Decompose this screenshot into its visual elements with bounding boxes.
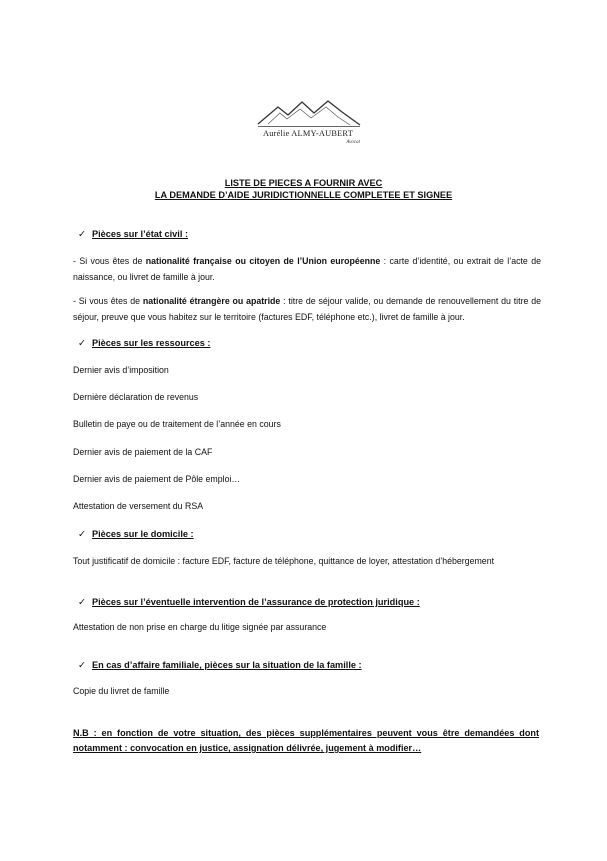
check-icon: ✓	[78, 529, 86, 540]
paragraph-prefix: - Si vous êtes de	[73, 296, 143, 306]
section-heading-assurance-label: Pièces sur l’éventuelle intervention de l’assurance de protection juridique :	[92, 597, 420, 607]
paragraph-bold: nationalité française ou citoyen de l’Union européenne	[145, 256, 381, 266]
paragraph-rest: : titre de séjour valide, ou demande de renouvellement du titre de séjour, preuve que vous habitez sur le territoire (factures EDF, téléphone etc.), livret de famille à jour.	[73, 296, 542, 322]
section-heading-famille	[78, 660, 362, 671]
section-heading-ressources-label: Pièces sur les ressources :	[92, 338, 211, 348]
page-title-line-1: LISTE DE PIECES A FOURNIR AVEC	[224, 178, 383, 188]
logo-name: Aurélie ALMY-AUBERT	[262, 129, 354, 138]
logo	[252, 98, 368, 150]
assurance-text: Attestation de non prise en charge du litige signée par assurance	[73, 622, 327, 632]
nb-note: N.B : en fonction de votre situation, des pièces supplémentaires peuvent vous être demandées dont notamment : convocation en justice, assignation délivrée, jugement à modifier…	[73, 728, 539, 753]
section-heading-etat-civil-label: Pièces sur l’état civil :	[92, 229, 189, 239]
paragraph-bold: nationalité étrangère ou apatride	[142, 296, 281, 306]
list-item: Dernier avis d’imposition	[73, 365, 169, 375]
section-heading-etat-civil	[78, 229, 189, 240]
check-icon: ✓	[78, 338, 86, 349]
logo-subtitle: Avocat	[346, 140, 360, 145]
section-heading-famille-label: En cas d’affaire familiale, pièces sur la situation de la famille :	[92, 660, 362, 670]
paragraph-nationalite-etrangere	[73, 294, 541, 325]
list-item: Dernière déclaration de revenus	[73, 392, 199, 402]
section-heading-domicile-label: Pièces sur le domicile :	[92, 529, 194, 539]
check-icon: ✓	[78, 597, 86, 608]
mountains-logo-icon	[256, 98, 362, 130]
list-item: Bulletin de paye ou de traitement de l’année en cours	[73, 419, 281, 429]
paragraph-rest: : carte d’identité, ou extrait de l’acte de naissance, ou livret de famille à jour.	[73, 256, 542, 282]
check-icon: ✓	[78, 660, 86, 671]
famille-text: Copie du livret de famille	[73, 686, 170, 696]
section-heading-ressources	[78, 338, 211, 349]
list-item: Dernier avis de paiement de la CAF	[73, 447, 213, 457]
paragraph-nationalite-francaise	[73, 254, 541, 285]
list-item: Attestation de versement du RSA	[73, 501, 204, 511]
domicile-text: Tout justificatif de domicile : facture EDF, facture de téléphone, quittance de loyer, attestation d’hébergement	[73, 556, 495, 566]
page-title-line-2: LA DEMANDE D’AIDE JURIDICTIONNELLE COMPLETEE ET SIGNEE	[154, 190, 453, 200]
paragraph-prefix: - Si vous êtes de	[73, 256, 146, 266]
section-heading-assurance	[78, 597, 420, 608]
section-heading-domicile	[78, 529, 194, 540]
list-item: Dernier avis de paiement de Pôle emploi…	[73, 474, 241, 484]
check-icon: ✓	[78, 229, 86, 240]
